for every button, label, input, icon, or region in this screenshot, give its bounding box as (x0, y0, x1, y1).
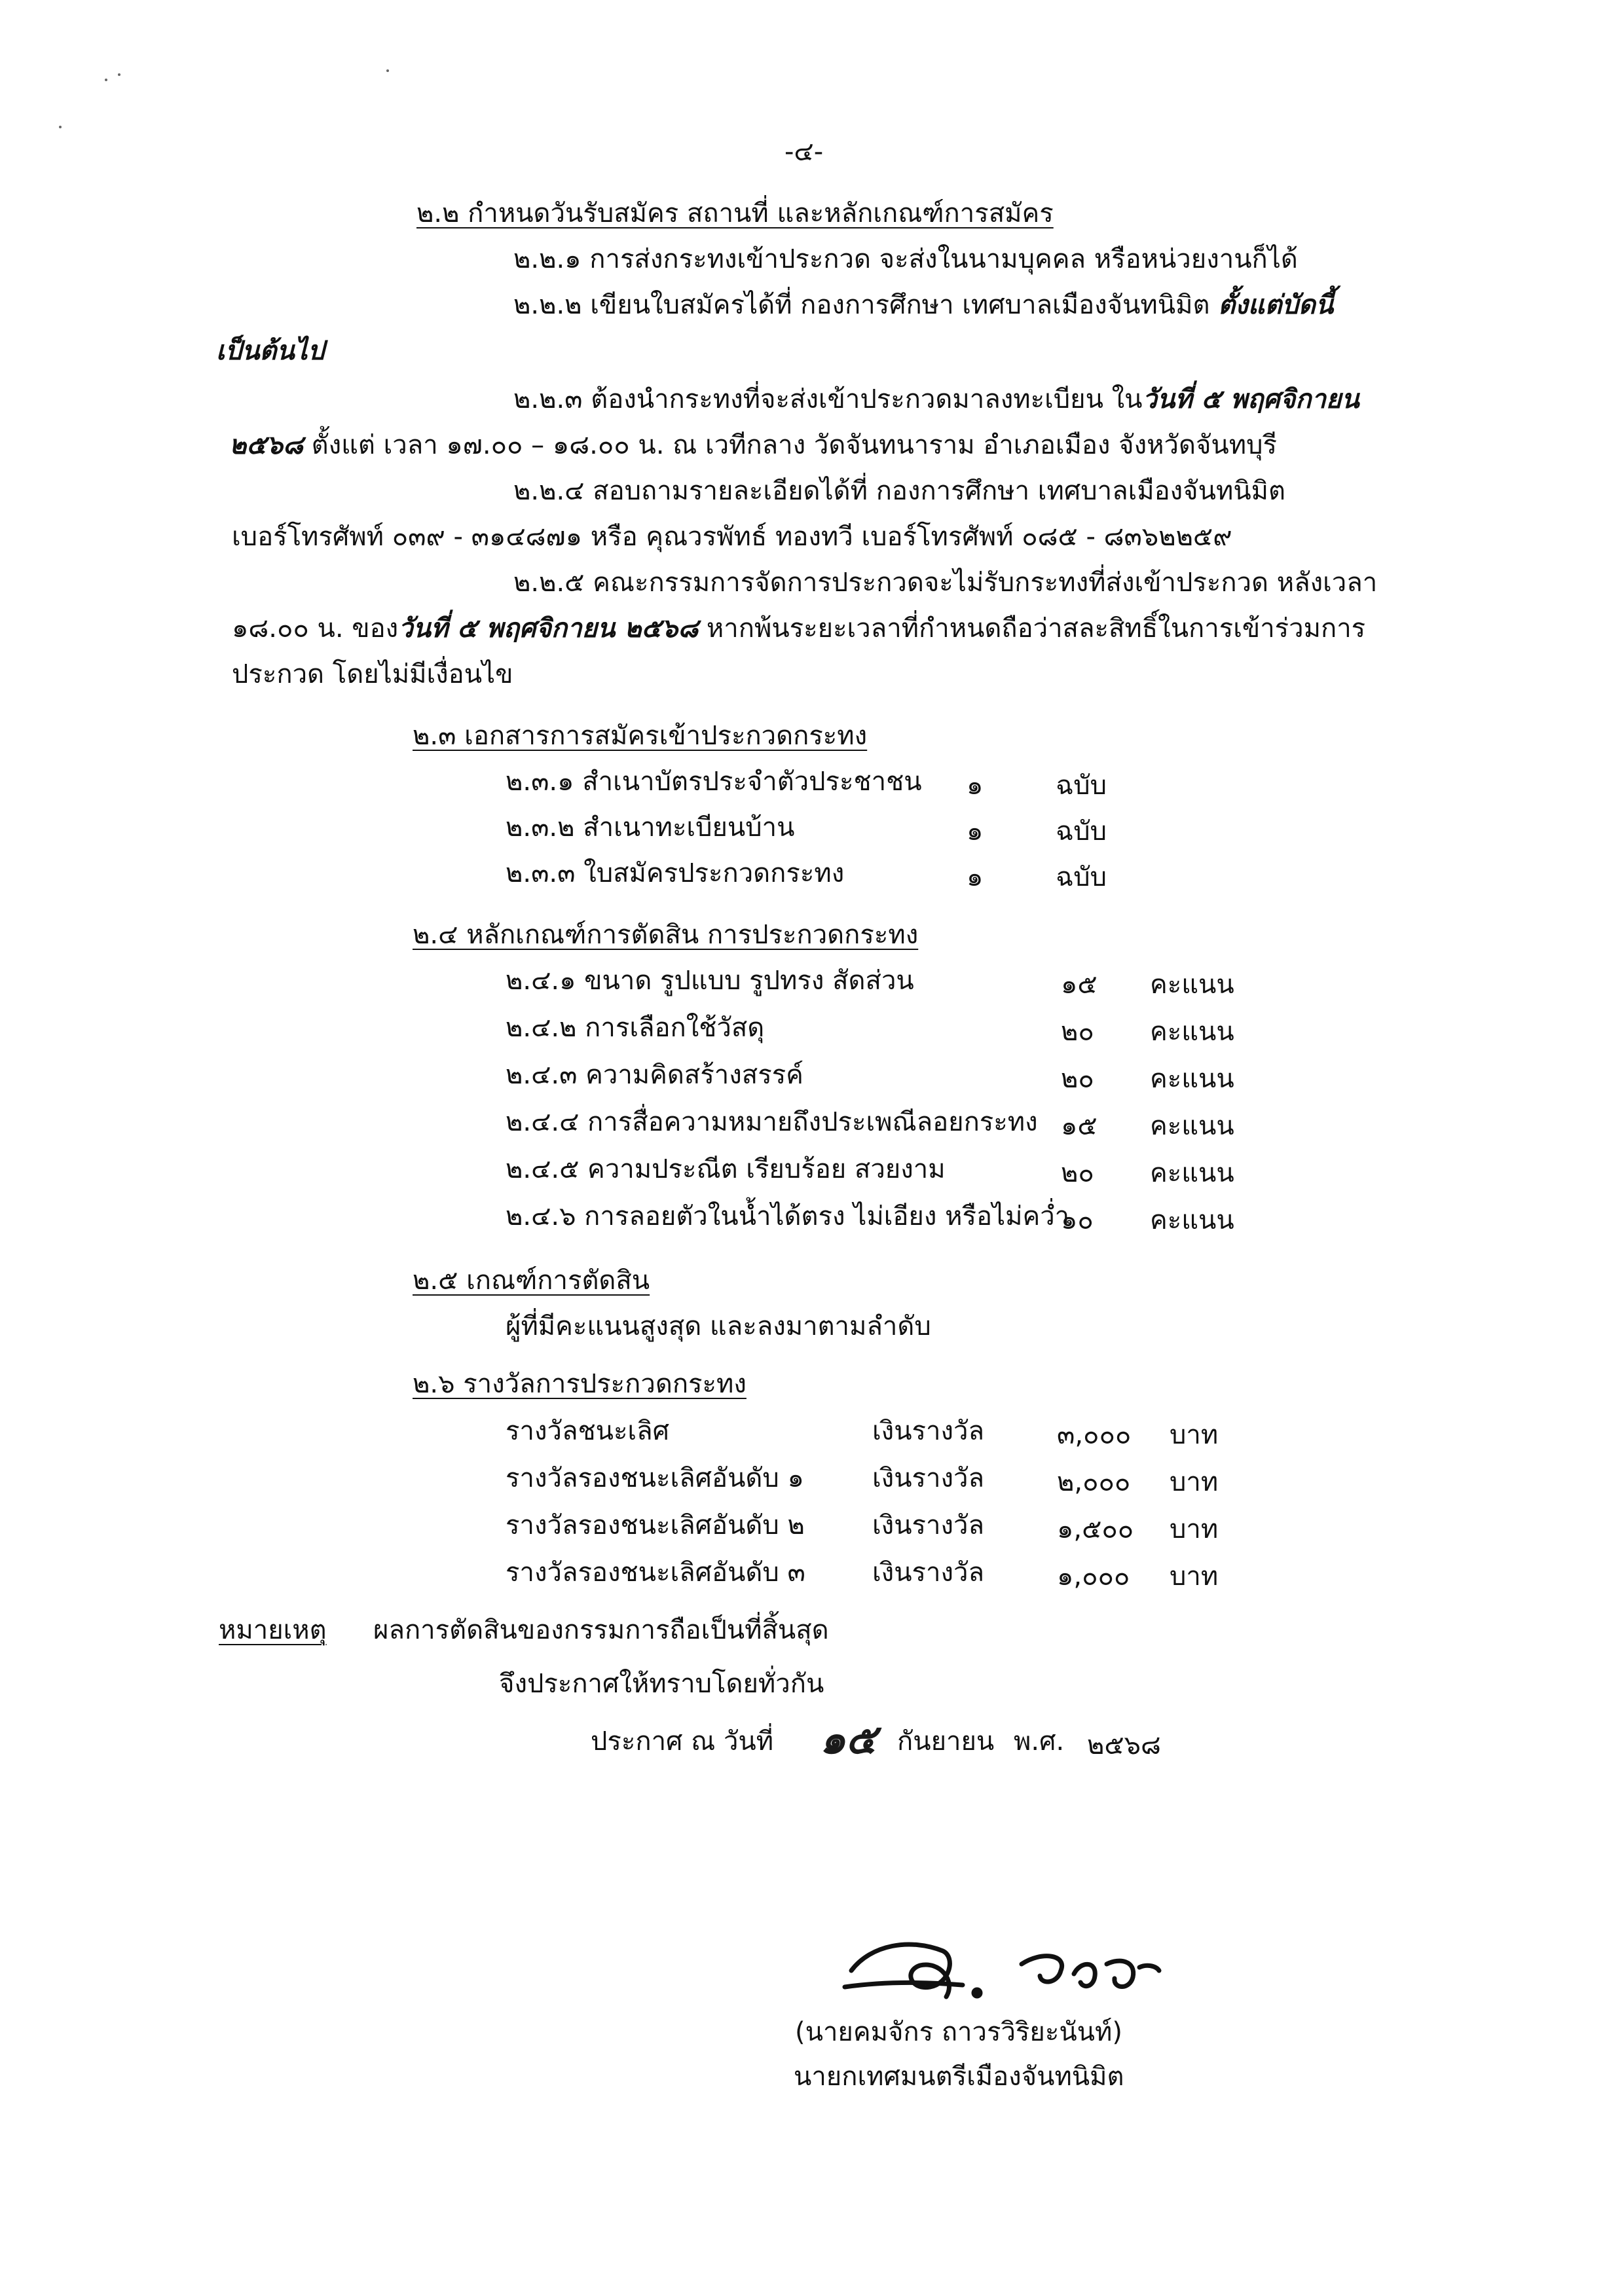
scan-speck (118, 73, 120, 76)
section-2-3-heading: ๒.๓ เอกสารการสมัครเข้าประกวดกระทง (413, 721, 868, 751)
criteria-item-score: ๑๐ (1061, 1205, 1094, 1235)
prize-label: รางวัลรองชนะเลิศอันดับ ๑ (506, 1463, 804, 1493)
section-2-6-heading: ๒.๖ รางวัลการประกวดกระทง (413, 1369, 747, 1399)
prize-amount: ๒,๐๐๐ (1057, 1467, 1131, 1497)
section-2-4-heading: ๒.๔ หลักเกณฑ์การตัดสิน การประกวดกระทง (413, 920, 919, 950)
criteria-item-unit: คะแนน (1150, 970, 1234, 1000)
prize-label: รางวัลชนะเลิศ (506, 1416, 669, 1446)
item-2-2-5-cont: ๑๘.๐๐ น. ของวันที่ ๕ พฤศจิกายน ๒๕๖๘ หากพ้นระยะเวลาที่กำหนดถือว่าสละสิทธิ์ในการเข้าร่วมการ (232, 613, 1366, 644)
item-2-2-4-cont: เบอร์โทรศัพท์ ๐๓๙ - ๓๑๔๘๗๑ หรือ คุณวรพัทธ์ ทองทวี เบอร์โทรศัพท์ ๐๘๕ - ๘๓๖๒๒๕๙ (232, 522, 1232, 552)
prize-label: รางวัลรองชนะเลิศอันดับ ๓ (506, 1558, 805, 1588)
criteria-item-score: ๒๐ (1061, 1064, 1094, 1094)
signer-name: (นายคมจักร ถาวรวิริยะนันท์) (795, 2017, 1122, 2047)
document-item-unit: ฉบับ (1056, 771, 1107, 801)
page-number: -๔- (784, 137, 824, 167)
section-2-5-text: ผู้ที่มีคะแนนสูงสุด และลงมาตามลำดับ (506, 1311, 931, 1341)
signer-position: นายกเทศมนตรีเมืองจันทนิมิต (794, 2062, 1124, 2092)
scan-speck (59, 126, 62, 128)
criteria-item-label: ๒.๔.๒ การเลือกใช้วัสดุ (506, 1013, 765, 1043)
criteria-item-label: ๒.๔.๖ การลอยตัวในน้ำได้ตรง ไม่เอียง หรือไม่คว่ำ (506, 1201, 1070, 1231)
criteria-item-label: ๒.๔.๕ ความประณีต เรียบร้อย สวยงาม (506, 1154, 946, 1184)
prize-unit: บาท (1170, 1420, 1219, 1450)
criteria-item-unit: คะแนน (1150, 1064, 1234, 1094)
prize-label: รางวัลรองชนะเลิศอันดับ ๒ (506, 1510, 805, 1540)
date-day: ๑๕ (820, 1715, 877, 1763)
criteria-item-score: ๑๕ (1061, 970, 1098, 1000)
prize-money-label: เงินรางวัล (872, 1558, 984, 1588)
document-item-label: ๒.๓.๓ ใบสมัครประกวดกระทง (506, 858, 845, 888)
announce-text: จึงประกาศให้ทราบโดยทั่วกัน (499, 1669, 824, 1699)
prize-unit: บาท (1170, 1467, 1219, 1497)
document-item-unit: ฉบับ (1056, 862, 1107, 892)
criteria-item-score: ๒๐ (1061, 1158, 1094, 1188)
prize-unit: บาท (1170, 1514, 1219, 1544)
criteria-item-label: ๒.๔.๓ ความคิดสร้างสรรค์ (506, 1060, 803, 1090)
criteria-item-unit: คะแนน (1150, 1158, 1234, 1188)
prize-money-label: เงินรางวัล (872, 1463, 984, 1493)
document-item-qty: ๑ (967, 771, 984, 801)
item-2-2-3-cont: ๒๕๖๘ ตั้งแต่ เวลา ๑๗.๐๐ – ๑๘.๐๐ น. ณ เวทีกลาง วัดจันทนาราม อำเภอเมือง จังหวัดจันทบุรี (229, 430, 1277, 460)
item-2-2-1: ๒.๒.๑ การส่งกระทงเข้าประกวด จะส่งในนามบุคคล หรือหน่วยงานก็ได้ (513, 244, 1298, 274)
date-year: ๒๕๖๘ (1087, 1730, 1161, 1760)
criteria-item-unit: คะแนน (1150, 1017, 1234, 1047)
prize-amount: ๑,๐๐๐ (1057, 1561, 1130, 1592)
item-2-2-4: ๒.๒.๔ สอบถามรายละเอียดได้ที่ กองการศึกษา เทศบาลเมืองจันทนิมิต (513, 476, 1286, 506)
document-item-qty: ๑ (967, 816, 984, 847)
criteria-item-label: ๒.๔.๑ ขนาด รูปแบบ รูปทรง สัดส่วน (506, 966, 914, 996)
item-2-2-5-cont2: ประกวด โดยไม่มีเงื่อนไข (232, 659, 513, 689)
date-era: พ.ศ. (1014, 1726, 1065, 1757)
item-2-2-3: ๒.๒.๓ ต้องนำกระทงที่จะส่งเข้าประกวดมาลงทะเบียน ในวันที่ ๕ พฤศจิกายน (513, 384, 1359, 414)
prize-money-label: เงินรางวัล (872, 1510, 984, 1540)
criteria-item-unit: คะแนน (1150, 1111, 1234, 1141)
handwritten-signature (832, 1925, 1172, 2023)
scan-speck (105, 79, 107, 81)
document-item-label: ๒.๓.๑ สำเนาบัตรประจำตัวประชาชน (506, 767, 922, 797)
note-text: ผลการตัดสินของกรรมการถือเป็นที่สิ้นสุด (373, 1615, 829, 1645)
section-2-5-heading: ๒.๕ เกณฑ์การตัดสิน (413, 1266, 650, 1296)
criteria-item-label: ๒.๔.๔ การสื่อความหมายถึงประเพณีลอยกระทง (506, 1107, 1038, 1137)
prize-amount: ๓,๐๐๐ (1057, 1420, 1132, 1450)
prize-amount: ๑,๕๐๐ (1057, 1514, 1134, 1544)
prize-unit: บาท (1170, 1561, 1219, 1592)
document-item-label: ๒.๓.๒ สำเนาทะเบียนบ้าน (506, 812, 795, 843)
date-prefix: ประกาศ ณ วันที่ (591, 1726, 774, 1757)
item-2-2-5: ๒.๒.๕ คณะกรรมการจัดการประกวดจะไม่รับกระทงที่ส่งเข้าประกวด หลังเวลา (513, 568, 1378, 598)
scan-speck (386, 69, 389, 72)
item-2-2-2-cont: เป็นต้นไป (216, 336, 325, 366)
criteria-item-unit: คะแนน (1150, 1205, 1234, 1235)
item-2-2-2: ๒.๒.๒ เขียนใบสมัครได้ที่ กองการศึกษา เทศบาลเมืองจันทนิมิต ตั้งแต่บัดนี้ (513, 290, 1334, 320)
note-label: หมายเหตุ (219, 1615, 327, 1645)
criteria-item-score: ๑๕ (1061, 1111, 1098, 1141)
date-month: กันยายน (897, 1726, 995, 1757)
document-item-qty: ๑ (967, 862, 984, 892)
section-2-2-heading: ๒.๒ กำหนดวันรับสมัคร สถานที่ และหลักเกณฑ์การสมัคร (416, 198, 1054, 228)
prize-money-label: เงินรางวัล (872, 1416, 984, 1446)
document-item-unit: ฉบับ (1056, 816, 1107, 847)
criteria-item-score: ๒๐ (1061, 1017, 1094, 1047)
